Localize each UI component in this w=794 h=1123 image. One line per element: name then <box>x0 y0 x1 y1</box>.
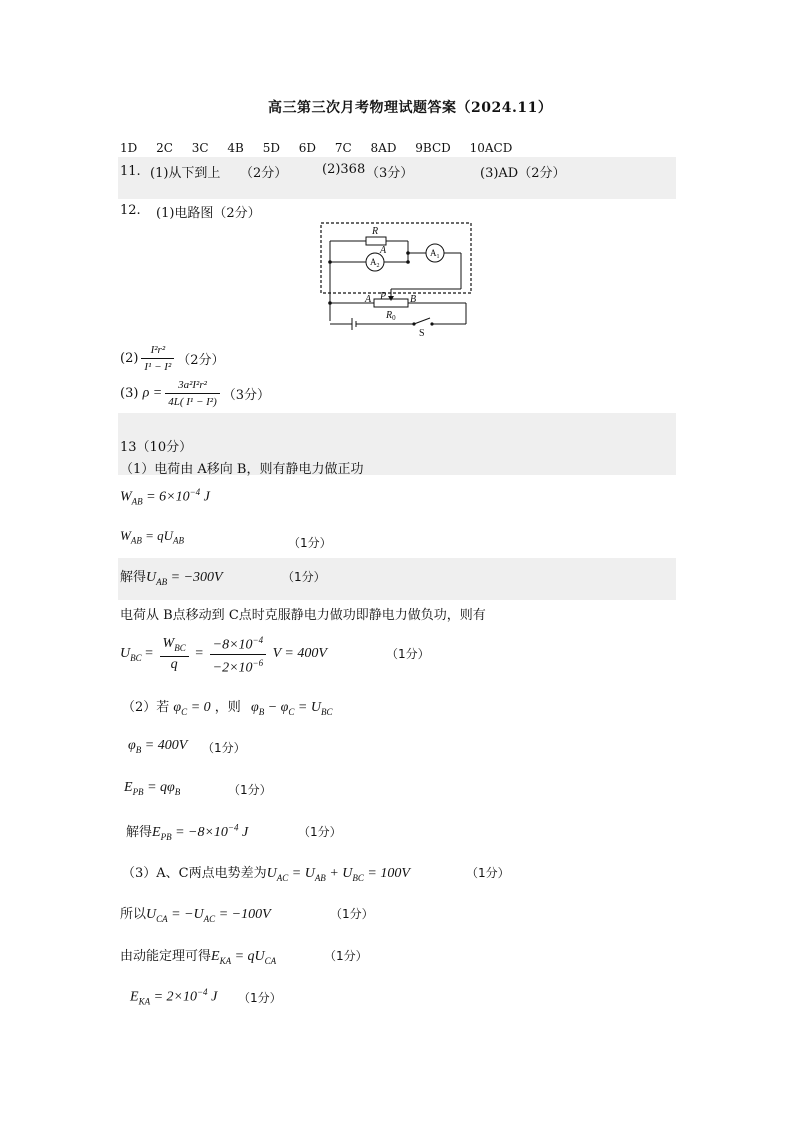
label-S: S <box>419 328 425 339</box>
q13-line3: $W_{AB} = qU_{AB}$ <box>120 528 185 546</box>
q13-line9-points: （1分） <box>228 783 272 797</box>
q12-part3-fraction: $\frac{\text{3a²I²r²}}{\text{4L( I¹ − I²)}}$ <box>165 377 220 410</box>
mc-answer: 5D <box>262 141 280 155</box>
q13-line4: 解得$U_{AB} = -300V$ <box>120 570 223 587</box>
q12-part3-points: （3分） <box>222 388 271 403</box>
mc-answer: 9BCD <box>415 141 451 155</box>
label-A1: $A_1$ <box>430 248 440 260</box>
label-R0: $R_0$ <box>386 310 396 322</box>
q12-part1: (1)电路图（2分） <box>156 206 261 221</box>
mc-answer: 8AD <box>370 141 397 155</box>
q13-line10-points: （1分） <box>298 825 342 839</box>
q12-part2-points: （2分） <box>177 353 225 368</box>
q13-line4-points: （1分） <box>282 570 326 584</box>
mc-answer: 2C <box>156 141 173 155</box>
label-A-top: A <box>380 245 387 256</box>
q13-line1: （1）电荷由 A移向 B，则有静电力做正功 <box>120 462 364 477</box>
q13-line12: 所以$U_{CA} = -U_{AC} = -100V$ <box>120 907 271 924</box>
q13-line6-points: （1分） <box>386 647 430 661</box>
q12-part2-fraction: $\frac{\text{I²r²}}{\text{I¹ − I²}}$ <box>141 342 174 375</box>
q13-line13-points: （1分） <box>324 949 368 963</box>
q11-number: 11. <box>120 164 141 179</box>
q13-line14: $E_{KA} = 2\times 10^{-4}$ J <box>130 987 218 1007</box>
q13-header: 13（10分） <box>120 440 193 455</box>
q13-line11: （3）A、C两点电势差为$U_{AC} = U_{AB} + U_{BC} = 100V$ <box>122 866 410 883</box>
mc-answer: 4B <box>227 141 244 155</box>
q13-line8-points: （1分） <box>202 741 246 755</box>
label-R: R <box>372 226 379 237</box>
mc-answer: 7C <box>334 141 352 155</box>
q12-number: 12. <box>120 203 141 218</box>
q11-part3: (3)AD（2分） <box>480 166 566 181</box>
q13-line7: （2）若 $\varphi_C = 0$ ，则 $\varphi_B - \varphi_C = U_{BC}$ <box>122 700 333 717</box>
label-B-rheostat: B <box>410 294 417 305</box>
switch-S <box>414 318 430 324</box>
q13-line10: 解得$E_{PB} = -8\times 10^{-4}$ J <box>126 822 249 842</box>
q12-part3-lhs: ρ = <box>142 385 163 401</box>
q11-part2: (2)368 <box>322 162 366 177</box>
label-A2: $A_2$ <box>370 257 380 269</box>
page-title: 高三第三次月考物理试题答案（2024.11） <box>268 100 553 116</box>
q13-line9: $E_{PB} = q\varphi_B$ <box>124 780 181 797</box>
q13-line13: 由动能定理可得$E_{KA} = qU_{CA}$ <box>120 949 277 966</box>
mc-answer: 3C <box>191 141 209 155</box>
q13-fraction-values: $\frac{-8\times 10^{-4}}{-2\times 10^{-6}}$ <box>210 632 266 676</box>
q12-part2 <box>120 342 225 375</box>
mc-answers-row <box>120 141 527 155</box>
q12-part3 <box>120 377 270 410</box>
circuit-diagram <box>318 218 478 340</box>
mc-answer: 1D <box>120 141 138 155</box>
q13-line14-points: （1分） <box>238 991 282 1005</box>
q11-part1-points: （2分） <box>240 166 288 181</box>
q13-line2: $W_{AB} = 6\times 10^{-4}$ J <box>120 487 210 507</box>
label-A-rheostat: A <box>365 294 372 305</box>
q13-line6: $U_{BC}$ = $\frac{W_{BC}}{q}$ = $\frac{-8\times 10^{-4}}{-2\times 10^{-6}}$ V = 400V <box>120 632 327 676</box>
dashed-box <box>321 223 471 293</box>
q11-part1: (1)从下到上 <box>150 166 221 181</box>
q13-line3-points: （1分） <box>288 536 332 550</box>
q12-part3-prefix: (3) <box>120 386 139 401</box>
mc-answer: 6D <box>298 141 317 155</box>
resistor-R <box>366 237 386 245</box>
q13-line12-points: （1分） <box>330 907 374 921</box>
q12-part2-prefix: (2) <box>120 351 139 366</box>
label-P: P <box>380 291 387 302</box>
q13-fraction-wbc-q: $\frac{W_{BC}}{q}$ <box>160 636 189 673</box>
q13-line5: 电荷从 B点移动到 C点时克服静电力做功即静电力做负功，则有 <box>120 608 486 623</box>
q13-line8: $\varphi_B = 400V$ <box>128 738 188 755</box>
q13-line11-points: （1分） <box>466 866 510 880</box>
q11-part2-points: （3分） <box>366 166 414 181</box>
mc-answer: 10ACD <box>469 141 513 155</box>
